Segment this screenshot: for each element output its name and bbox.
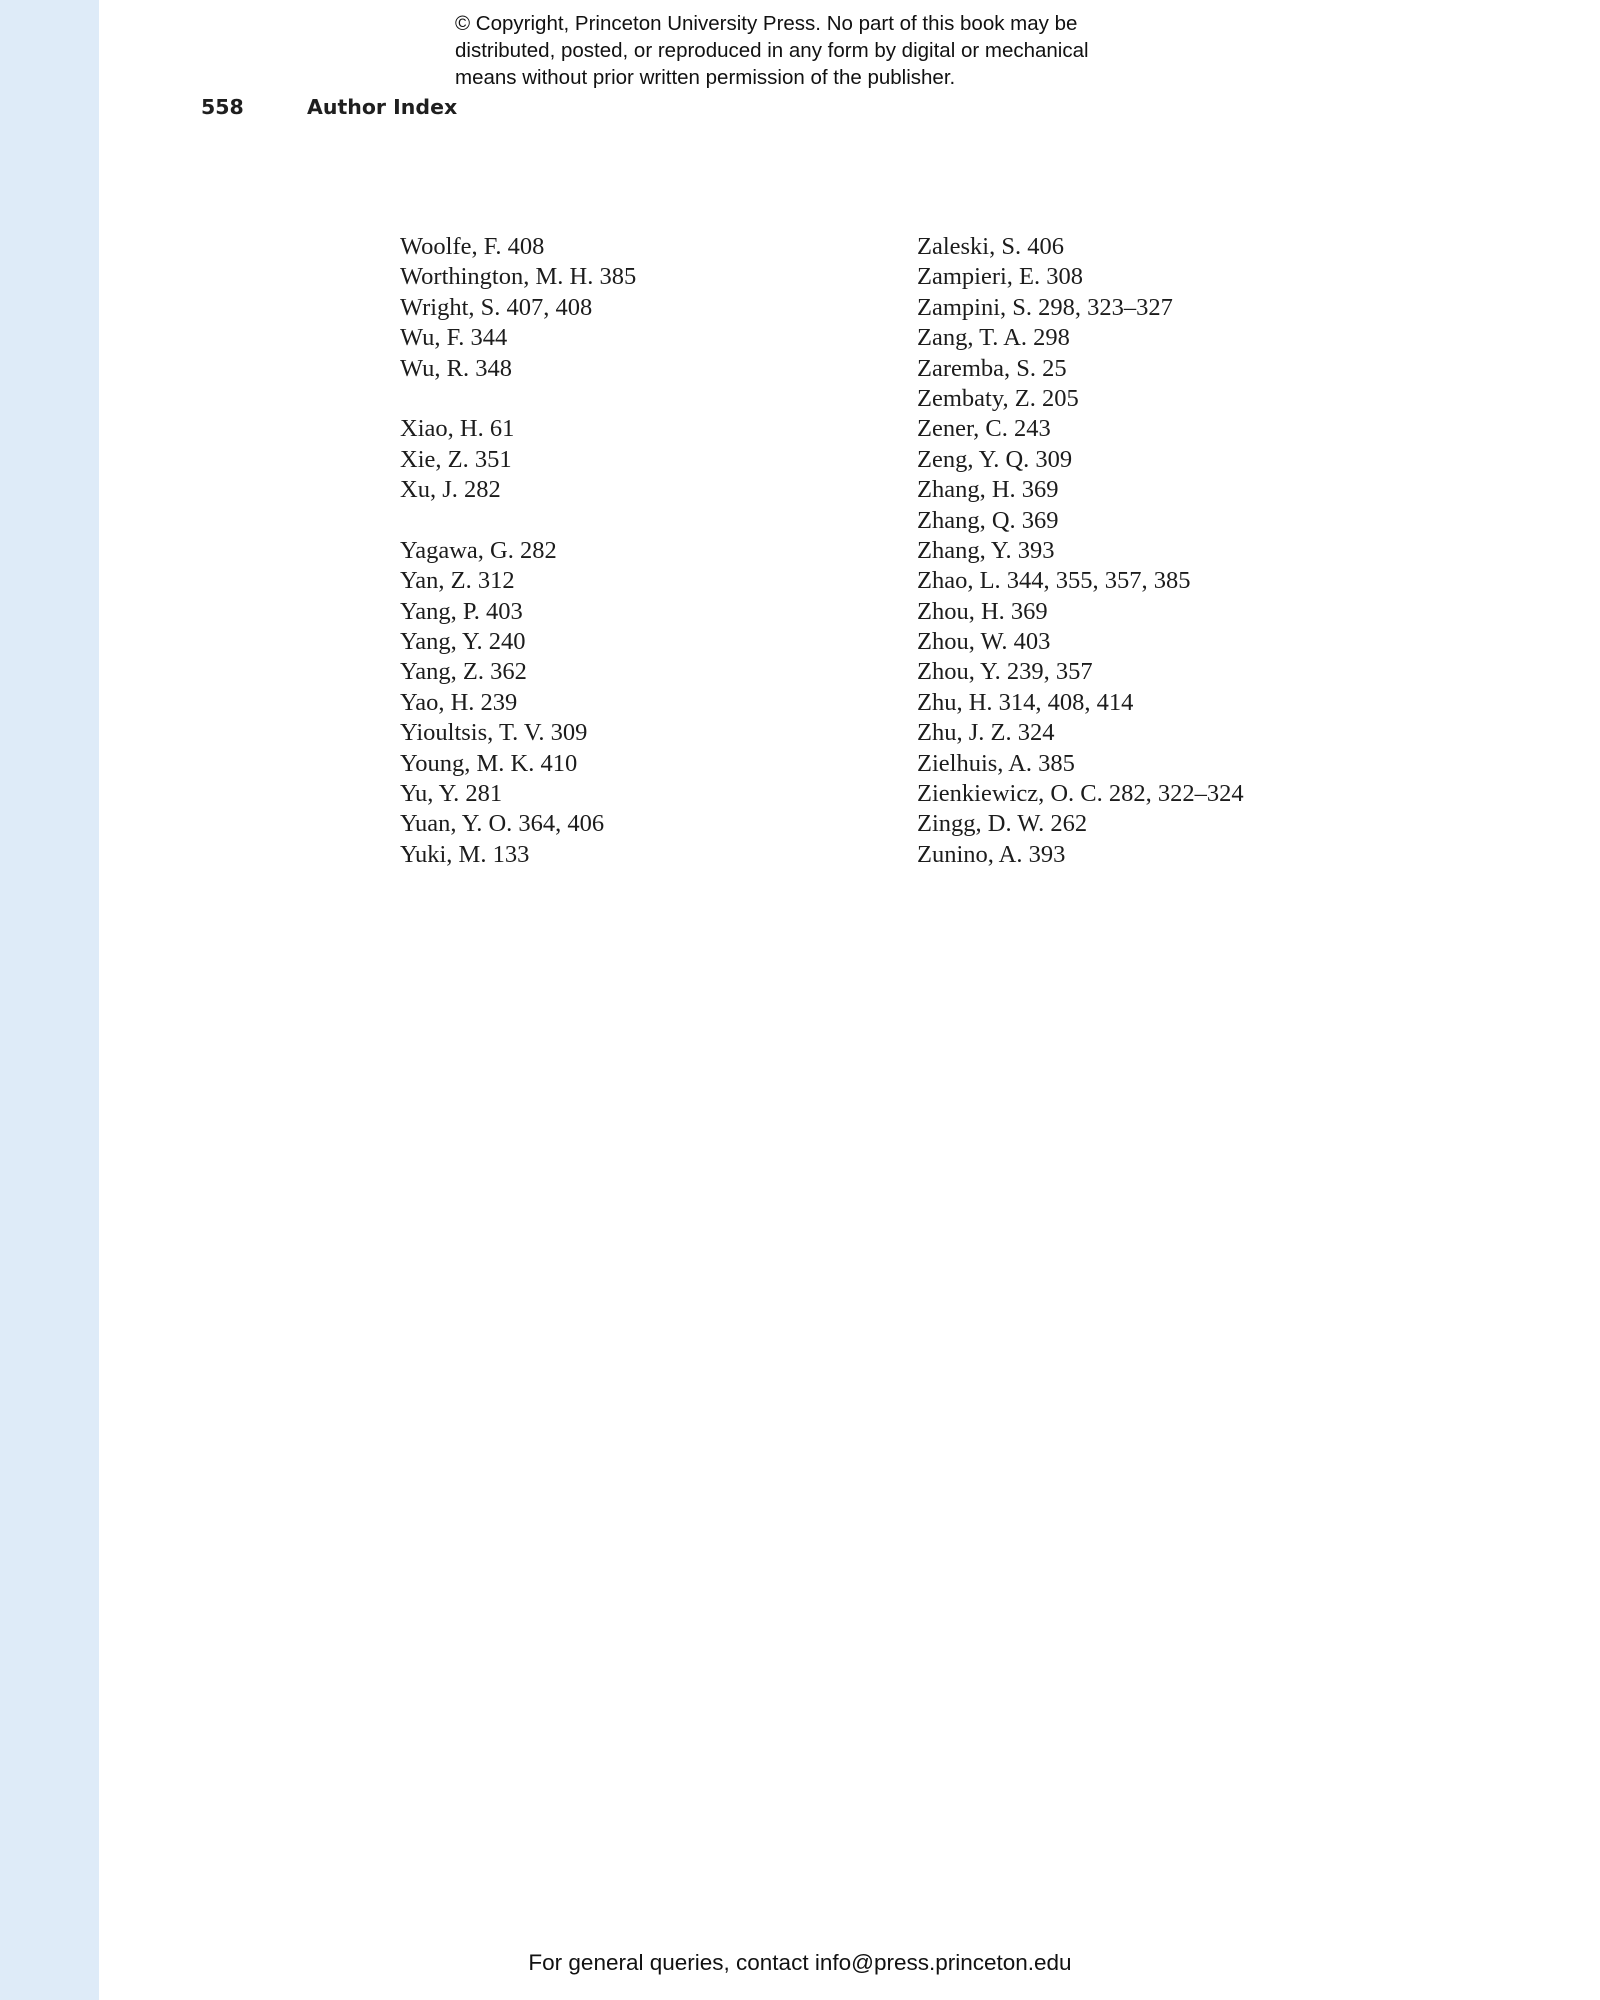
index-entry: Yu, Y. 281 bbox=[400, 780, 503, 808]
index-entry: Wright, S. 407, 408 bbox=[400, 293, 593, 321]
index-entry: Yao, H. 239 bbox=[400, 688, 518, 716]
index-entry: Yuki, M. 133 bbox=[400, 840, 530, 868]
index-entry: Zunino, A. 393 bbox=[917, 840, 1066, 868]
index-entry: Zhao, L. 344, 355, 357, 385 bbox=[917, 567, 1191, 595]
index-group-w bbox=[400, 232, 636, 384]
copyright-line: means without prior written permission of the publisher. bbox=[455, 66, 956, 89]
index-entry: Wu, R. 348 bbox=[400, 354, 512, 382]
page-number: 558 bbox=[201, 95, 244, 119]
index-entry: Xie, Z. 351 bbox=[400, 445, 512, 473]
index-group-z bbox=[917, 232, 1244, 870]
index-group-y bbox=[400, 536, 636, 870]
index-entry: Zaremba, S. 25 bbox=[917, 354, 1067, 382]
index-entry: Zhang, Y. 393 bbox=[917, 536, 1055, 564]
index-entry: Zener, C. 243 bbox=[917, 415, 1051, 443]
index-group-x bbox=[400, 414, 636, 505]
index-entry: Zhang, H. 369 bbox=[917, 476, 1059, 504]
copyright-notice bbox=[455, 10, 1215, 91]
index-entry: Zhou, Y. 239, 357 bbox=[917, 658, 1093, 686]
index-entry: Worthington, M. H. 385 bbox=[400, 263, 637, 291]
footer-text: For general queries, contact info@press.princeton.edu bbox=[528, 1950, 1072, 1975]
index-entry: Zingg, D. W. 262 bbox=[917, 810, 1088, 838]
index-entry: Wu, F. 344 bbox=[400, 324, 508, 352]
index-entry: Zhou, W. 403 bbox=[917, 628, 1051, 656]
index-entry: Zhou, H. 369 bbox=[917, 597, 1048, 625]
index-entry: Zang, T. A. 298 bbox=[917, 324, 1070, 352]
index-entry: Zampieri, E. 308 bbox=[917, 263, 1084, 291]
index-entry: Yagawa, G. 282 bbox=[400, 536, 557, 564]
copyright-line: © Copyright, Princeton University Press. No part of this book may be bbox=[455, 12, 1078, 35]
index-entry: Zhu, J. Z. 324 bbox=[917, 719, 1055, 747]
index-entry: Zampini, S. 298, 323–327 bbox=[917, 293, 1173, 321]
section-title: Author Index bbox=[307, 95, 458, 119]
footer-contact bbox=[0, 1950, 1600, 1976]
side-margin-band bbox=[0, 0, 99, 2000]
index-entry: Zhang, Q. 369 bbox=[917, 506, 1059, 534]
index-entry: Woolfe, F. 408 bbox=[400, 233, 545, 260]
index-entry: Zaleski, S. 406 bbox=[917, 233, 1064, 260]
index-entry: Yioultsis, T. V. 309 bbox=[400, 719, 588, 747]
index-entry: Zembaty, Z. 205 bbox=[917, 384, 1079, 412]
index-entry: Yuan, Y. O. 364, 406 bbox=[400, 810, 605, 838]
index-entry: Xiao, H. 61 bbox=[400, 415, 515, 443]
copyright-line: distributed, posted, or reproduced in any form by digital or mechanical bbox=[455, 39, 1089, 62]
index-entry: Zielhuis, A. 385 bbox=[917, 749, 1075, 777]
index-entry: Yan, Z. 312 bbox=[400, 567, 515, 595]
index-entry: Yang, P. 403 bbox=[400, 597, 523, 625]
index-entry: Yang, Z. 362 bbox=[400, 658, 527, 686]
index-entry: Xu, J. 282 bbox=[400, 476, 501, 504]
index-entry: Yang, Y. 240 bbox=[400, 628, 526, 656]
index-entry: Zhu, H. 314, 408, 414 bbox=[917, 688, 1134, 716]
index-entry: Young, M. K. 410 bbox=[400, 749, 578, 777]
index-column-right bbox=[917, 232, 1244, 901]
index-entry: Zeng, Y. Q. 309 bbox=[917, 445, 1073, 473]
index-column-left bbox=[400, 232, 636, 901]
index-entry: Zienkiewicz, O. C. 282, 322–324 bbox=[917, 780, 1244, 808]
running-head bbox=[0, 95, 800, 125]
